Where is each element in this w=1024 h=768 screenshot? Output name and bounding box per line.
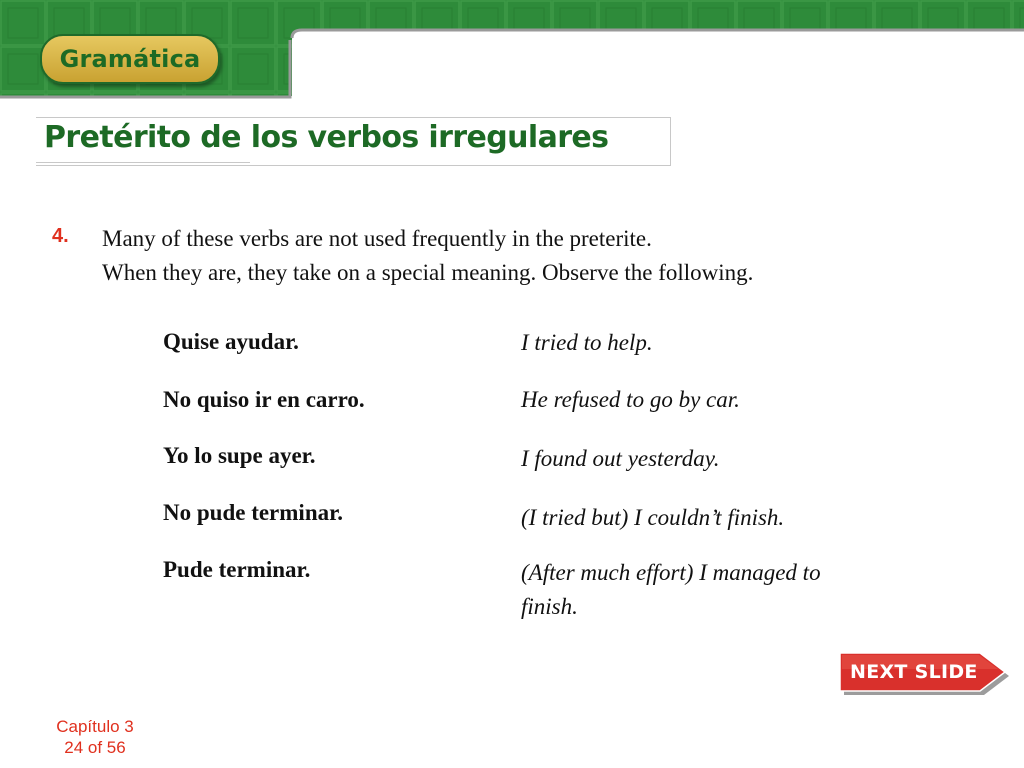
header-banner: [0, 0, 1024, 100]
note-line: Many of these verbs are not used frequently in the preterite.: [102, 226, 652, 251]
note-text: [102, 222, 932, 290]
title-underline: [36, 162, 250, 163]
slide-title: Pretérito de los verbos irregulares: [44, 120, 609, 155]
example-spanish: Yo lo supe ayer.: [163, 443, 316, 468]
next-slide-label: NEXT SLIDE: [850, 661, 978, 683]
next-slide-button[interactable]: [838, 650, 1013, 696]
page-indicator: 24 of 56: [64, 738, 126, 757]
example-english: I tried to help.: [521, 330, 653, 355]
example-english: I found out yesterday.: [521, 446, 720, 471]
note-number: 4.: [52, 225, 69, 247]
chapter-label: Capítulo 3: [56, 717, 134, 736]
example-spanish: No pude terminar.: [163, 500, 343, 525]
example-spanish: Quise ayudar.: [163, 329, 299, 354]
example-english: (I tried but) I couldn’t finish.: [521, 505, 785, 530]
example-spanish: Pude terminar.: [163, 557, 311, 582]
footer: [40, 716, 150, 758]
section-label: Gramática: [59, 45, 201, 73]
example-english: He refused to go by car.: [521, 387, 740, 412]
section-label-pill: [40, 34, 220, 84]
note-line: When they are, they take on a special meaning. Observe the following.: [102, 260, 754, 285]
example-spanish: No quiso ir en carro.: [163, 387, 365, 412]
example-english: (After much effort) I managed to finish.: [521, 560, 821, 619]
